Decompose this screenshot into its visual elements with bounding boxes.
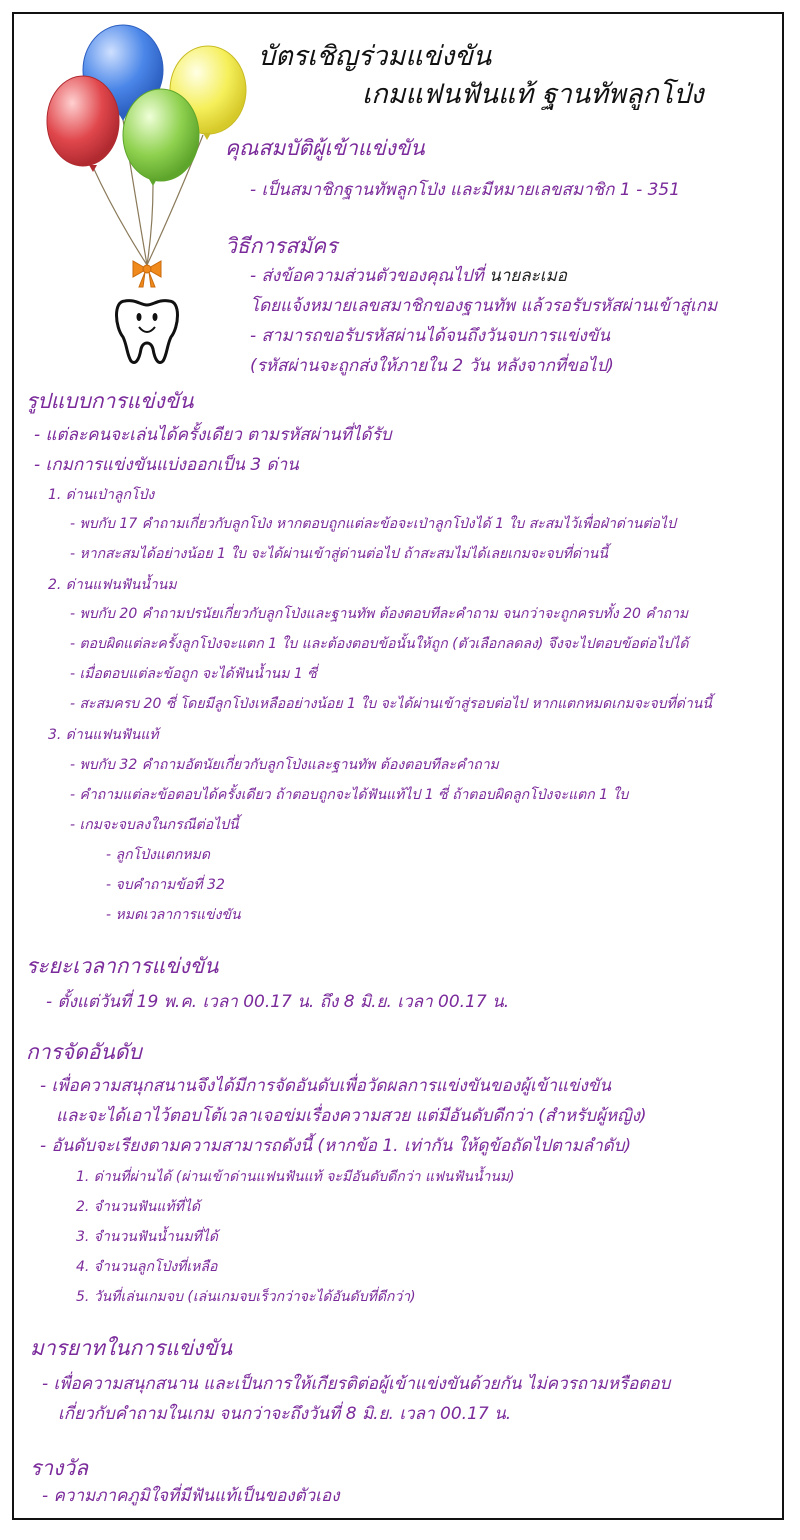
ranking-criterion-3: 3. จำนวนฟันน้ำนมที่ได้ — [76, 1229, 218, 1245]
etiquette-item: - เพื่อความสนุกสนาน และเป็นการให้เกียรติต่อผู้เข้าแข่งขันด้วยกัน ไม่ควรถามหรือตอบ — [42, 1374, 671, 1394]
prize-item: - ความภาคภูมิใจที่มีฟันแท้เป็นของตัวเอง — [42, 1486, 340, 1506]
stage-2-rule-d: - สะสมครบ 20 ซี่ โดยมีลูกโป่งเหลืออย่างน้อย 1 ใบ จะได้ผ่านเข้าสู่รอบต่อไป หากแตกหมดเกมจะจบที่ด่านนี้ — [70, 696, 712, 712]
stage-1-rule-a: - พบกับ 17 คำถามเกี่ยวกับลูกโป่ง หากตอบถูกแต่ละข้อจะเป่าลูกโป่งได้ 1 ใบ สะสมไว้เพื่อฝ่าด่านต่อไป — [70, 516, 676, 532]
apply-item-1-cont: โดยแจ้งหมายเลขสมาชิกของฐานทัพ แล้วรอรับรหัสผ่านเข้าสู่เกม — [250, 296, 718, 316]
end-condition-2: - จบคำถามข้อที่ 32 — [106, 877, 225, 893]
apply-contact-name: นายละเมอ — [489, 266, 567, 286]
period-item: - ตั้งแต่วันที่ 19 พ.ค. เวลา 00.17 น. ถึง 8 มิ.ย. เวลา 00.17 น. — [46, 992, 510, 1012]
title-line-1: บัตรเชิญร่วมแข่งขัน — [258, 41, 492, 72]
apply-item-1 — [250, 262, 567, 289]
apply-heading: วิธีการสมัคร — [225, 234, 338, 258]
prize-heading: รางวัล — [30, 1456, 88, 1480]
stage-2-rule-b: - ตอบผิดแต่ละครั้งลูกโป่งจะแตก 1 ใบ และต้องตอบข้อนั้นให้ถูก (ตัวเลือกลดลง) จึงจะไปตอบข้อต่อไปได้ — [70, 636, 689, 652]
apply-item-2: - สามารถขอรับรหัสผ่านได้จนถึงวันจบการแข่งขัน — [250, 326, 611, 346]
balloons-tooth-illustration — [35, 15, 265, 385]
stage-3-rule-b: - คำถามแต่ละข้อตอบได้ครั้งเดียว ถ้าตอบถูกจะได้ฟันแท้ไป 1 ซี่ ถ้าตอบผิดลูกโป่งจะแตก 1 ใบ — [70, 787, 629, 803]
qualification-item: - เป็นสมาชิกฐานทัพลูกโป่ง และมีหมายเลขสมาชิก 1 - 351 — [250, 180, 681, 200]
ranking-heading: การจัดอันดับ — [26, 1040, 142, 1064]
stage-2-rule-a: - พบกับ 20 คำถามปรนัยเกี่ยวกับลูกโป่งและฐานทัพ ต้องตอบทีละคำถาม จนกว่าจะถูกครบทั้ง 20 คำถาม — [70, 606, 689, 622]
title-line-2: เกมแฟนฟันแท้ ฐานทัพลูกโป่ง — [362, 79, 704, 110]
ranking-criterion-1: 1. ด่านที่ผ่านได้ (ผ่านเข้าด่านแฟนฟันแท้ จะมีอันดับดีกว่า แฟนฟันน้ำนม) — [76, 1169, 515, 1185]
end-condition-1: - ลูกโป่งแตกหมด — [106, 847, 210, 863]
stage-1-rule-b: - หากสะสมได้อย่างน้อย 1 ใบ จะได้ผ่านเข้าสู่ด่านต่อไป ถ้าสะสมไม่ได้เลยเกมจะจบที่ด่านนี้ — [70, 546, 608, 562]
apply-item-2-cont: (รหัสผ่านจะถูกส่งให้ภายใน 2 วัน หลังจากที่ขอไป) — [250, 356, 614, 376]
ranking-criterion-5: 5. วันที่เล่นเกมจบ (เล่นเกมจบเร็วกว่าจะได้อันดับที่ดีกว่า) — [76, 1289, 416, 1305]
etiquette-item-cont: เกี่ยวกับคำถามในเกม จนกว่าจะถึงวันที่ 8 มิ.ย. เวลา 00.17 น. — [58, 1404, 512, 1424]
ranking-item-2: - อันดับจะเรียงตามความสามารถดังนี้ (หากข้อ 1. เท่ากัน ให้ดูข้อถัดไปตามลำดับ) — [40, 1136, 632, 1156]
format-item-1: - แต่ละคนจะเล่นได้ครั้งเดียว ตามรหัสผ่านที่ได้รับ — [34, 425, 392, 445]
tooth-icon — [117, 301, 178, 363]
ranking-criterion-2: 2. จำนวนฟันแท้ที่ได้ — [76, 1199, 200, 1215]
red-balloon-icon — [47, 76, 119, 172]
stage-3-rule-c: - เกมจะจบลงในกรณีต่อไปนี้ — [70, 817, 239, 833]
ribbon-bow-icon — [133, 261, 161, 287]
ranking-item-1-cont: และจะได้เอาไว้ตอบโต้เวลาเจอข่มเรื่องความสวย แต่มีอันดับดีกว่า (สำหรับผู้หญิง) — [56, 1106, 647, 1126]
stage-3-title: 3. ด่านแฟนฟันแท้ — [48, 727, 159, 743]
period-heading: ระยะเวลาการแข่งขัน — [26, 954, 219, 978]
stage-1-title: 1. ด่านเป่าลูกโป่ง — [48, 487, 155, 503]
format-item-2: - เกมการแข่งขันแบ่งออกเป็น 3 ด่าน — [34, 455, 299, 475]
qualification-heading: คุณสมบัติผู้เข้าแข่งขัน — [225, 136, 425, 160]
stage-3-rule-a: - พบกับ 32 คำถามอัตนัยเกี่ยวกับลูกโป่งและฐานทัพ ต้องตอบทีละคำถาม — [70, 757, 499, 773]
apply-item-1-text: - ส่งข้อความส่วนตัวของคุณไปที่ — [250, 266, 484, 286]
ranking-item-1: - เพื่อความสนุกสนานจึงได้มีการจัดอันดับเพื่อวัดผลการแข่งขันของผู้เข้าแข่งขัน — [40, 1076, 612, 1096]
ranking-criterion-4: 4. จำนวนลูกโป่งที่เหลือ — [76, 1259, 218, 1275]
stage-2-rule-c: - เมื่อตอบแต่ละข้อถูก จะได้ฟันน้ำนม 1 ซี่ — [70, 666, 317, 682]
format-heading: รูปแบบการแข่งขัน — [26, 389, 194, 413]
etiquette-heading: มารยาทในการแข่งขัน — [30, 1336, 233, 1360]
stage-2-title: 2. ด่านแฟนฟันน้ำนม — [48, 577, 177, 593]
end-condition-3: - หมดเวลาการแข่งขัน — [106, 907, 241, 923]
